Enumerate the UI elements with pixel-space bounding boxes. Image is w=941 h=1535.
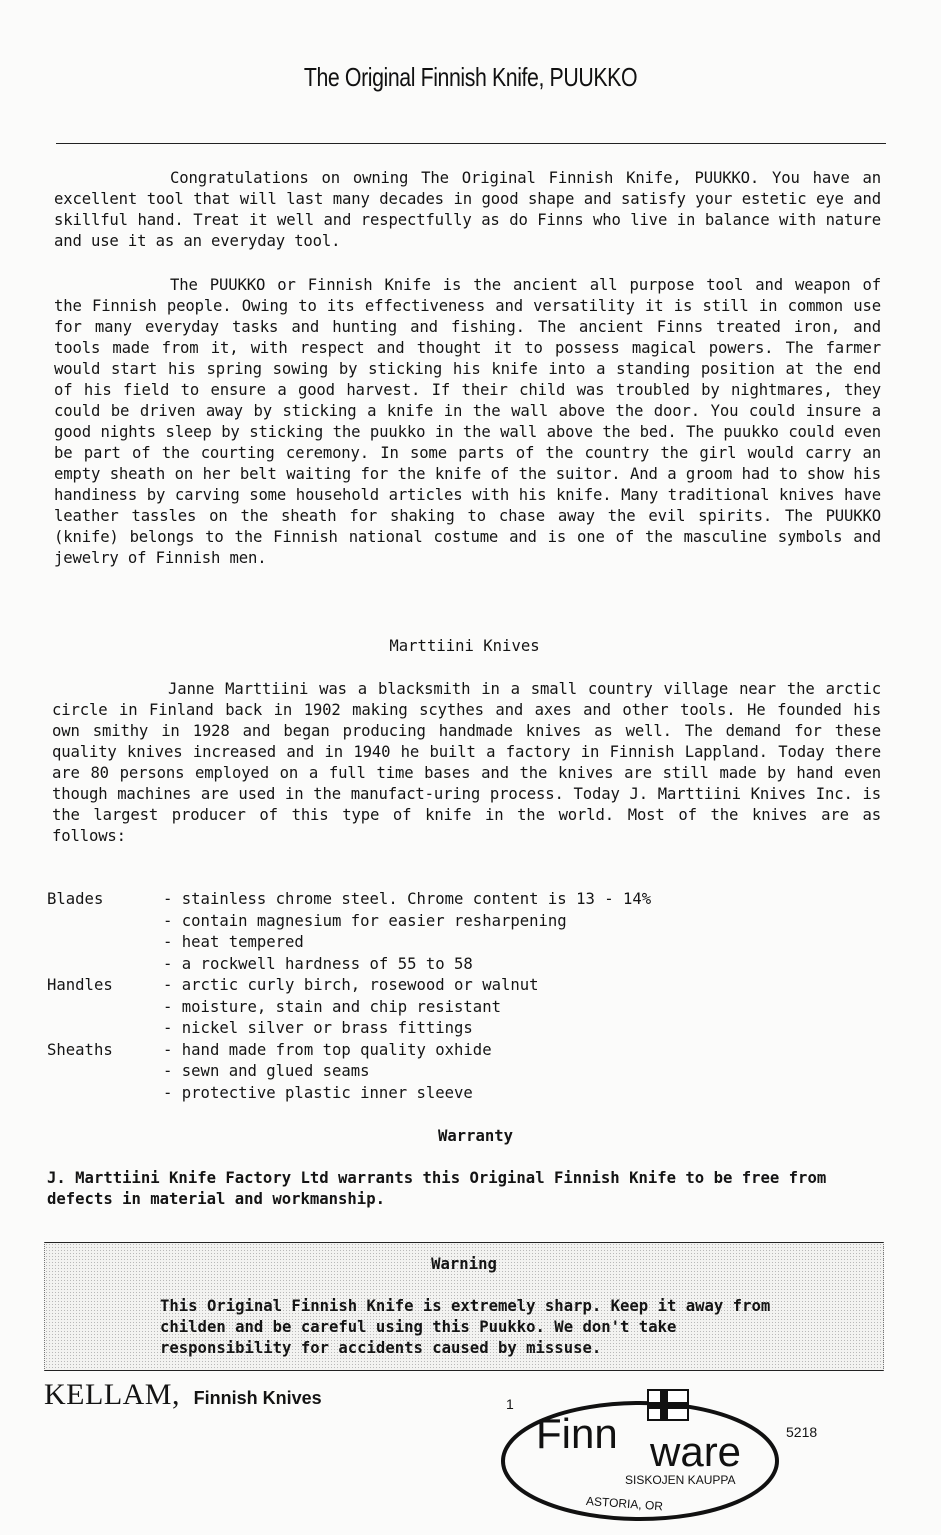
stamp-location: ASTORIA, OR [585, 1493, 664, 1514]
footer-company [44, 1378, 322, 1412]
warning-box [44, 1242, 884, 1371]
finnware-stamp [500, 1388, 790, 1528]
marttiini-paragraph [52, 679, 881, 847]
company-subtitle: Finnish Knives [193, 1388, 322, 1408]
spec-row [47, 1061, 807, 1083]
spec-row [47, 932, 807, 954]
intro-text: Congratulations on owning The Original Finnish Knife, PUUKKO. You have an excellent tool that will last many decades in good shape and satisfy your estetic eye and skillful hand. Treat it well and respectfully as do Finns who live in balance with nature and use it as an everyday tool. [54, 169, 881, 250]
spec-category: Blades [47, 890, 104, 908]
spec-item: - protective plastic inner sleeve [163, 1083, 473, 1102]
spec-item: - a rockwell hardness of 55 to 58 [163, 954, 473, 973]
finnish-flag-icon [648, 1390, 688, 1420]
intro-paragraph [54, 168, 881, 252]
spec-row [47, 997, 807, 1019]
spec-category: Handles [47, 976, 113, 994]
spec-category: Sheaths [47, 1040, 113, 1059]
spec-row [47, 889, 807, 911]
spec-row [47, 954, 807, 976]
spec-item: - nickel silver or brass fittings [163, 1019, 473, 1037]
history-paragraph [54, 275, 881, 569]
spec-row [47, 1018, 807, 1040]
stamp-brand-ware: ware [650, 1428, 742, 1475]
title-rule [56, 143, 886, 144]
warning-heading: Warning [431, 1255, 497, 1273]
stamp-store-name: SISKOJEN KAUPPA [625, 1473, 736, 1487]
specs-list [47, 889, 807, 1104]
spec-item: - contain magnesium for easier resharpening [163, 911, 567, 930]
company-name: KELLAM, [44, 1378, 180, 1411]
spec-item: - arctic curly birch, rosewood or walnut [163, 976, 539, 994]
page-title: The Original Finnish Knife, PUUKKO [303, 62, 638, 92]
marttiini-text: Janne Marttiini was a blacksmith in a small country village near the arctic circle in Finland back in 1902 making scythes and axes and other tools. He founded his own smithy in 1928 and began producing handmade knives as well. The demand for these quality knives increased and in 1940 he built a factory in Finnish Lappland. Today there are 80 persons employed on a full time bases and the knives are still made by hand even though machines are used in the manufact-uring process. Today J. Marttiini Knives Inc. is the largest producer of this type of knife in the world. Most of the knives are as follows: [52, 680, 881, 845]
spec-item: - moisture, stain and chip resistant [163, 997, 501, 1016]
stamp-brand-finn: Finn [536, 1410, 618, 1457]
history-text: The PUUKKO or Finnish Knife is the ancient all purpose tool and weapon of the Finnish people. Owing to its effectiveness and versatility it is still in common use for many everyday tasks and hunting and fishing. The ancient Finns treated iron, and tools made from it, with respect and thought it to possess magical powers. The farmer would start his spring sowing by sticking his knife into a standing position at the end of his field to ensure a good harvest. If their child was troubled by nightmares, they could be driven away by sticking a knife in the wall above the door. You could insure a good nights sleep by sticking the puukko in the wall above the bed. The puukko could even be part of the courting ceremony. In some parts of the country the girl would carry an empty sheath on her belt waiting for the knife of the suitor. And a groom had to show his handiness by carving some household articles with his knife. Many traditional knives have leather tassles on the sheath for shaking to chase away the evil spirits. The PUUKKO (knife) belongs to the Finnish national costume and is one of the masculine symbols and jewelry of Finnish men. [54, 276, 881, 567]
spec-item: - sewn and glued seams [163, 1062, 370, 1080]
warranty-text: J. Marttiini Knife Factory Ltd warrants this Original Finnish Knife to be free from defects in material and workmanship. [47, 1169, 827, 1208]
phone-fragment-right: 5218 [786, 1424, 818, 1440]
spec-item: - heat tempered [163, 933, 304, 951]
phone-fragment-left: 1 [506, 1396, 514, 1412]
warning-text: This Original Finnish Knife is extremely sharp. Keep it away from childen and be careful using this Puukko. We don't take responsibility for accidents caused by missuse. [160, 1297, 771, 1357]
spec-row [47, 975, 807, 997]
spec-row [47, 1040, 807, 1062]
spec-item: - stainless chrome steel. Chrome content is 13 - 14% [163, 890, 652, 908]
marttiini-heading: Marttiini Knives [389, 637, 540, 655]
spec-row [47, 911, 807, 933]
warranty-heading: Warranty [437, 1127, 514, 1145]
spec-row [47, 1083, 807, 1105]
spec-item: - hand made from top quality oxhide [163, 1040, 492, 1059]
